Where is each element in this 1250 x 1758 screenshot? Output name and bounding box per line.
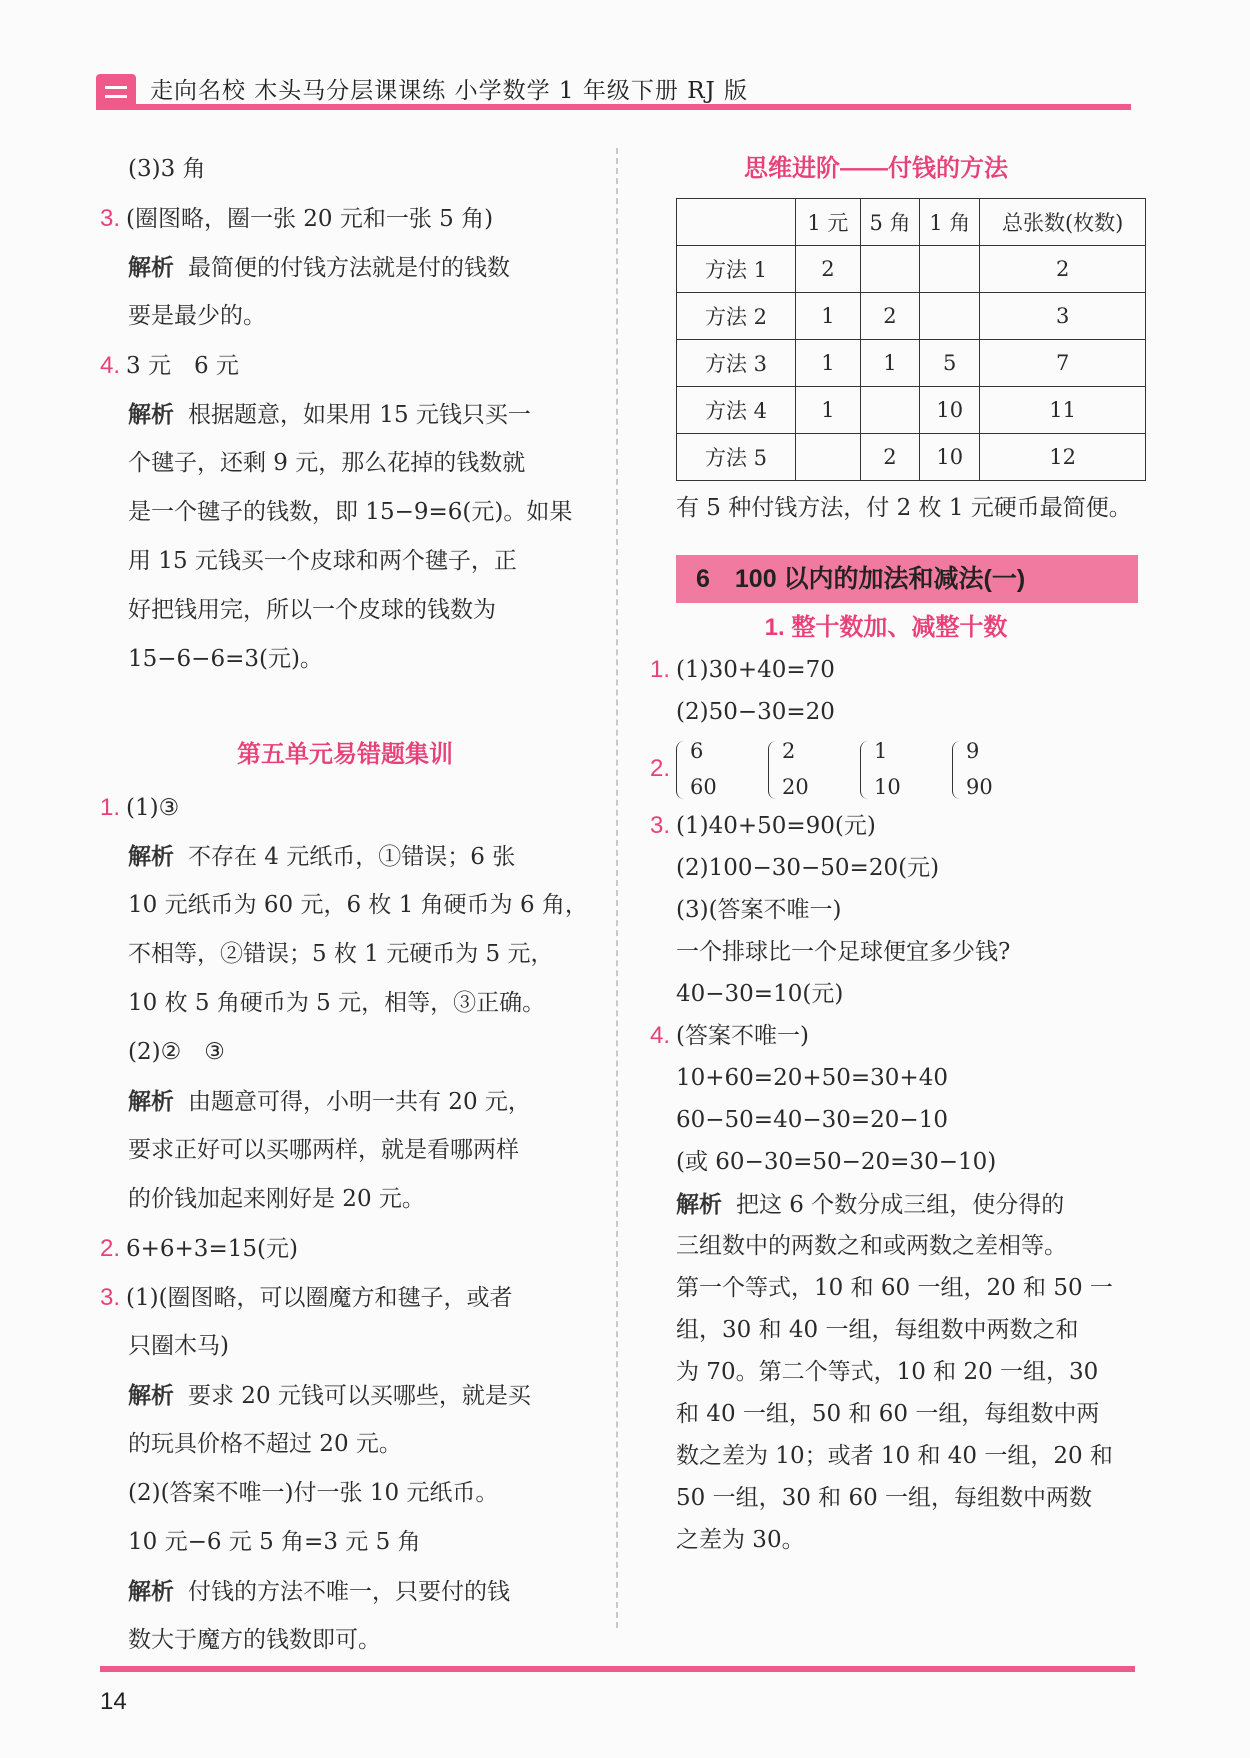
analysis-text: 根据题意，如果用 15 元钱只买一	[188, 402, 531, 428]
analysis-text: 数大于魔方的钱数即可。	[128, 1627, 381, 1653]
table-cell: 方法 4	[677, 387, 796, 434]
table-cell: 1	[796, 293, 861, 340]
analysis-text: 为 70。第二个等式，10 和 20 一组，30	[676, 1359, 1099, 1385]
table-cell: 5	[920, 340, 980, 387]
question-number: 3.	[650, 812, 671, 839]
table-cell: 7	[980, 340, 1146, 387]
analysis-label: 解析	[128, 254, 174, 280]
answer-line: (1)(圈图略，可以圈魔方和毽子，或者	[126, 1285, 513, 1311]
analysis-text: 和 40 一组，50 和 60 一组，每组数中两	[676, 1401, 1100, 1427]
analysis-label: 解析	[128, 843, 174, 869]
answer-line: (圈图略，圈一张 20 元和一张 5 角)	[126, 206, 494, 232]
analysis-label: 解析	[128, 401, 174, 427]
brace-top: 6	[690, 739, 704, 763]
analysis-text: 好把钱用完，所以一个皮球的钱数为	[128, 597, 496, 623]
answer-line: (3)(答案不唯一)	[676, 897, 842, 923]
header-title: 走向名校 木头马分层课课练 小学数学 1 年级下册 RJ 版	[150, 78, 749, 104]
answer-line: (或 60−30=50−20=30−10)	[676, 1149, 997, 1175]
brace-pair	[952, 737, 1022, 803]
answer-line: (1)30+40=70	[676, 657, 835, 683]
answer-line: 只圈木马)	[128, 1333, 229, 1359]
header-rule	[96, 104, 1131, 110]
table-cell	[920, 246, 980, 293]
answer-line: (答案不唯一)	[676, 1023, 809, 1049]
answer-line: (2)50−30=20	[676, 699, 835, 725]
analysis-text: 三组数中的两数之和或两数之差相等。	[676, 1233, 1067, 1259]
table-header-cell	[677, 199, 796, 246]
analysis-label: 解析	[128, 1382, 174, 1408]
brace-top: 9	[966, 739, 980, 763]
analysis-text: 最简便的付钱方法就是付的钱数	[188, 255, 510, 281]
left-column	[100, 145, 590, 1665]
brace-bottom: 20	[782, 775, 809, 799]
brace-pair	[676, 737, 746, 803]
question-number: 2.	[650, 755, 671, 782]
table-cell: 10	[920, 434, 980, 481]
question-number: 1.	[650, 656, 671, 683]
brace-answers	[676, 739, 1044, 799]
analysis-text: 之差为 30。	[676, 1527, 805, 1553]
page-number: 14	[100, 1688, 127, 1715]
answer-line: (2)② ③	[128, 1039, 225, 1065]
table-header-cell: 1 元	[796, 199, 861, 246]
answer-line: 一个排球比一个足球便宜多少钱?	[676, 939, 1011, 965]
brace-pair	[768, 737, 838, 803]
analysis-text: 组，30 和 40 一组，每组数中两数之和	[676, 1317, 1079, 1343]
column-divider	[616, 148, 618, 1628]
table-header-row	[677, 199, 1146, 246]
analysis-text: 不相等，②错误；5 枚 1 元硬币为 5 元，	[128, 941, 554, 967]
table-cell	[860, 246, 919, 293]
table-header-cell: 1 角	[920, 199, 980, 246]
table-row	[677, 293, 1146, 340]
table-cell	[860, 387, 919, 434]
table-cell	[796, 434, 861, 481]
answer-line: 40−30=10(元)	[676, 981, 844, 1007]
analysis-text: 的玩具价格不超过 20 元。	[128, 1431, 402, 1457]
brace-bottom: 60	[690, 775, 717, 799]
footer-rule	[100, 1666, 1135, 1672]
brace-bottom: 90	[966, 775, 993, 799]
section-title: 思维进阶——付钱的方法	[744, 155, 1008, 182]
answer-line: (1)40+50=90(元)	[676, 813, 876, 839]
brace-icon	[676, 741, 687, 799]
table-cell: 方法 1	[677, 246, 796, 293]
right-column	[650, 148, 1146, 1561]
analysis-text: 个毽子，还剩 9 元，那么花掉的钱数就	[128, 450, 526, 476]
answer-line: 10+60=20+50=30+40	[676, 1065, 948, 1091]
analysis-text: 10 元纸币为 60 元，6 枚 1 角硬币为 6 角，	[128, 892, 588, 918]
analysis-text: 要求 20 元钱可以买哪些，就是买	[188, 1383, 531, 1409]
analysis-label: 解析	[128, 1578, 174, 1604]
table-header-cell: 总张数(枚数)	[980, 199, 1146, 246]
table-cell: 方法 3	[677, 340, 796, 387]
table-row	[677, 340, 1146, 387]
answer-line: 60−50=40−30=20−10	[676, 1107, 948, 1133]
analysis-text: 要求正好可以买哪两样，就是看哪两样	[128, 1137, 519, 1163]
table-cell: 2	[796, 246, 861, 293]
answer-line: (1)③	[126, 795, 180, 821]
table-cell: 10	[920, 387, 980, 434]
table-cell: 3	[980, 293, 1146, 340]
analysis-text: 10 枚 5 角硬币为 5 元，相等，③正确。	[128, 990, 546, 1016]
table-cell: 1	[796, 387, 861, 434]
brace-top: 1	[874, 739, 888, 763]
brace-bottom: 10	[874, 775, 901, 799]
answer-line: (2)100−30−50=20(元)	[676, 855, 940, 881]
answer-line: (3)3 角	[128, 156, 206, 182]
section-title: 第五单元易错题集训	[237, 741, 453, 768]
analysis-text: 要是最少的。	[128, 303, 266, 329]
table-cell: 1	[796, 340, 861, 387]
table-row	[677, 246, 1146, 293]
analysis-text: 付钱的方法不唯一，只要付的钱	[188, 1579, 510, 1605]
payment-methods-table	[676, 198, 1146, 481]
answer-line: (2)(答案不唯一)付一张 10 元纸币。	[128, 1480, 499, 1506]
table-cell: 11	[980, 387, 1146, 434]
table-header-cell: 5 角	[860, 199, 919, 246]
table-cell	[920, 293, 980, 340]
table-cell: 2	[860, 434, 919, 481]
analysis-text: 由题意可得，小明一共有 20 元，	[188, 1089, 531, 1115]
table-cell: 方法 5	[677, 434, 796, 481]
brace-icon	[860, 741, 871, 799]
question-number: 2.	[100, 1235, 121, 1262]
analysis-text: 15−6−6=3(元)。	[128, 646, 323, 672]
table-row	[677, 387, 1146, 434]
question-number: 1.	[100, 794, 121, 821]
answer-line: 10 元−6 元 5 角=3 元 5 角	[128, 1529, 421, 1555]
table-note: 有 5 种付钱方法，付 2 枚 1 元硬币最简便。	[676, 495, 1132, 521]
analysis-text: 的价钱加起来刚好是 20 元。	[128, 1186, 425, 1212]
brace-icon	[768, 741, 779, 799]
answer-line: 6+6+3=15(元)	[126, 1236, 298, 1262]
analysis-text: 50 一组，30 和 60 一组，每组数中两数	[676, 1485, 1093, 1511]
brace-top: 2	[782, 739, 796, 763]
question-number: 3.	[100, 205, 121, 232]
table-row	[677, 434, 1146, 481]
brace-icon	[952, 741, 963, 799]
analysis-text: 第一个等式，10 和 60 一组，20 和 50 一	[676, 1275, 1113, 1301]
analysis-text: 把这 6 个数分成三组，使分得的	[736, 1192, 1065, 1218]
analysis-text: 是一个毽子的钱数，即 15−9=6(元)。如果	[128, 499, 573, 525]
question-number: 4.	[650, 1022, 671, 1049]
brace-pair	[860, 737, 930, 803]
analysis-text: 用 15 元钱买一个皮球和两个毽子，正	[128, 548, 517, 574]
question-number: 3.	[100, 1284, 121, 1311]
table-cell: 1	[860, 340, 919, 387]
chapter-heading: 6 100 以内的加法和减法(一)	[676, 555, 1138, 603]
analysis-label: 解析	[128, 1088, 174, 1114]
subsection-title: 1. 整十数加、减整十数	[764, 614, 1008, 641]
answer-line: 3 元 6 元	[126, 353, 239, 379]
question-number: 4.	[100, 352, 121, 379]
table-cell: 2	[980, 246, 1146, 293]
table-cell: 方法 2	[677, 293, 796, 340]
analysis-text: 数之差为 10；或者 10 和 40 一组，20 和	[676, 1443, 1113, 1469]
table-cell: 12	[980, 434, 1146, 481]
analysis-text: 不存在 4 元纸币，①错误；6 张	[188, 844, 516, 870]
analysis-label: 解析	[676, 1191, 722, 1217]
table-cell: 2	[860, 293, 919, 340]
